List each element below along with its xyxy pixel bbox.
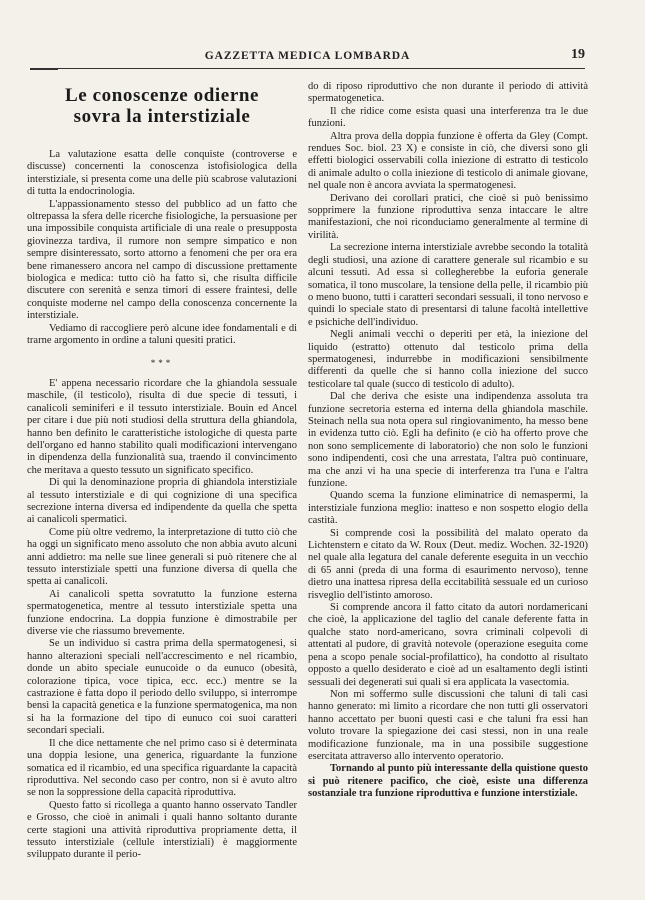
header-rule-accent [30,68,58,70]
paragraph: Vediamo di raccogliere però alcune idee fondamentali e di trarne argomento in ordine a taluni quesiti pratici. [27,322,297,347]
paragraph: La valutazione esatta delle conquiste (controverse e discusse) concernenti la conoscenza istofisiologica della interstiziale, si presenta come una delle più scabrose valutazioni di tutta la endocrinologia. [27,149,297,198]
paragraph: Come più oltre vedremo, la interpretazione di tutto ciò che ha oggi un significato meno assoluto che non abbia avuto alcuni anni addietro: ma nelle sue linee generali si può ritenere che al tessuto interstiziale spetti una funzione diversa di quella che spetta ai canalicoli. [27,526,297,588]
paragraph: E' appena necessario ricordare che la ghiandola sessuale maschile, (il testicolo), risulta di due specie di tessuti, i canalicoli seminiferi e il tessuto interstiziale. Bouin ed Ancel per citare i due più noti studiosi della struttura della ghiandola, hanno ben definito le caratteristiche istologiche di questa parte dell'organo ed hanno stabilito quali modificazioni intervengano in dipendenza della funzionalità sua, traendo il convincimento che meritava a questo tessuto un significato specifico. [27,377,297,476]
paragraph: Derivano dei corollari pratici, che cioè si può benissimo sopprimere la funzione riproduttiva senza intaccare le altre manifestazioni, che noi riconduciamo generalmente al termine di virilità. [308,192,588,241]
paragraph: L'appassionamento stesso del pubblico ad un fatto che oltrepassa la sfera delle ricerche fisiologiche, la persuasione per una impossibile conquista artificiale di una reale o presupposta giovinezza tardiva, il rumore non sempre simpatico e non sempre disinteressato, sorto attorno a fenomeni che per ora era bene rimanessero ancora nel campo di discussione prettamente biologica e medica: tutto ciò ha fatto sì, che risulta difficile discutere con serenità e senza timori di essere fraintesi, delle conquiste moderne nel campo della conoscenza concernente la interstiziale. [27,198,297,322]
paragraph: Di qui la denominazione propria di ghiandola interstiziale al tessuto interstiziale e di qui cognizione di una specifica secrezione interna diversa ed indipendente da quella che spetta ai canalicoli spermatici. [27,477,297,526]
paragraph: do di riposo riproduttivo che non durante il periodo di attività spermatogenetica. [308,81,588,105]
paragraph: Se un individuo si castra prima della spermatogenesi, si hanno alterazioni speciali nell'accrescimento e nel ricambio, donde un abito speciale eunucoide o da eunuco (obesità, colorazione tipica, voce tipica, ecc. ecc.) mentre se la castrazione è fatta dopo il periodo dello sviluppo, si interrompe bensì la capacità genetica e la funzione spermatogenica, ma non si ha la formazione del tipo di eunuco coi suoi caratteri secondari speciali. [27,638,297,737]
article-title-line-2: sovra la interstiziale [73,106,251,127]
section-separator: *** [150,357,174,368]
right-column [308,81,588,801]
running-header [30,48,585,69]
left-column [27,80,297,862]
article-title-line-1: Le conoscenze odierne [64,85,260,106]
article-title [27,85,297,127]
paragraph: La secrezione interna interstiziale avrebbe secondo la totalità degli studiosi, una azione di carattere generale sul ricambio e su alcuni tessuti. Ad essa si collegherebbe la euforia generale somatica, il tono muscolare, la tensione della pelle, il ricambio più o meno buono, tutti i caratteri secondari sessuali, il tono nervoso e quindi lo speciale stato di presentarsi di talune facoltà intellettive e psichiche dell'individuo. [308,242,588,328]
paragraph: Il che ridice come esista quasi una interferenza tra le due funzioni. [308,105,588,130]
paragraph: Negli animali vecchi o deperiti per età, la iniezione del liquido (estratto) ottenuto dal testicolo prima della spermatogenesi, indurrebbe in modificazioni sensibilmente differenti da quelle che si hanno colla iniezione del succo testicolare tal quale (succo di testicolo di adulto). [308,329,588,390]
paragraph: Ai canalicoli spetta sovratutto la funzione esterna spermatogenetica, mentre al tessuto interstiziale spetta una funzione endocrina. La doppia funzione è dimostrabile per diverse vie che riassumo brevemente. [27,588,297,638]
paragraph: Si comprende ancora il fatto citato da autori nordamericani che cioè, la applicazione del taglio del canale deferente fatta in qualche stato nord-americano, sovra criminali colpevoli di attentati al pudore, di gravità notevole (operazione eseguita come pena a scopo penale social-profilattico), ha condotto al risultato opposto a quello desiderato e cioè ad un esaltamento degli istinti sessuali dei degenerati sui quali si era applicata la vasectomia. [308,602,588,688]
paragraph: Quando scema la funzione eliminatrice di nemaspermi, la interstiziale funziona meglio: inatteso e non sospetto elogio della castità. [308,490,588,527]
paragraph-conclusion: Tornando al punto più interessante della quistione questo si può ritenere pacifico, che cioè, esiste una differenza sostanziale tra funzione riproduttiva e funzione interstiziale. [308,763,588,800]
paragraph: Questo fatto si ricollega a quanto hanno osservato Tandler e Grosso, che cioè in animali i quali hanno soltanto durante certe stagioni una attività riproduttiva propriamente detta, il tessuto interstiziale (cellule interstiziali) è maggiormente sviluppato durante il perio- [27,799,297,861]
page-number: 19 [571,47,585,62]
paragraph: Altra prova della doppia funzione è offerta da Gley (Compt. rendues Soc. biol. 23 X) e consiste in ciò, che diversi sono gli effetti biologici osservabili colla iniezione di estratto di testicolo di animale adulto o colla iniezione di testicolo di animale giovane, nel quale non è ancora avviata la spermatogenesi. [308,130,588,192]
paragraph: Dal che deriva che esiste una indipendenza assoluta tra funzione secretoria esterna ed interna della ghiandola maschile. Steinach nella sua nota opera sul ringiovanimento, ha messo bene in evidenza tutto ciò. Egli ha definito (e ciò ha offerto prove che non sono semplicemente di laboratorio) che non solo le funzioni sono indipendenti, così che una arrestata, l'altra può continuare, ma che anzi vi ha una specie di interferenza tra l'una e l'altra funzione. [308,391,588,489]
journal-title: GAZZETTA MEDICA LOMBARDA [204,50,411,62]
paragraph: Il che dice nettamente che nel primo caso si è determinata una doppia lesione, una generica, riguardante la funzione somatica ed il ricambio, ed una specifica riguardante la capacità riproduttiva. Nel secondo caso per contro, non si è avuto altro se non la soppressione della capacità riproduttiva. [27,737,297,799]
paragraph: Non mi soffermo sulle discussioni che taluni di tali casi hanno generato: mi limito a ricordare che non tutti gli osservatori hanno accettato per buoni questi casi e che taluni fra essi han voluto trovare la spiegazione dei casi stessi, non in una reale modificazione funzionale, ma in una possibile suggestione esercitata attraverso allo intervento operatorio. [308,688,588,762]
paragraph: Si comprende così la possibilità del malato operato da Lichtenstern e citato da W. Roux (Deut. mediz. Wochen. 32-1920) nel quale alla legatura del canale deferente eseguita in un vecchio di 65 anni (preda di una forma di esaurimento nervoso), tenne dietro una inattesa ripresa della eccitabilità sessuale ed un curioso risveglio dell'istinto amoroso. [308,527,588,601]
